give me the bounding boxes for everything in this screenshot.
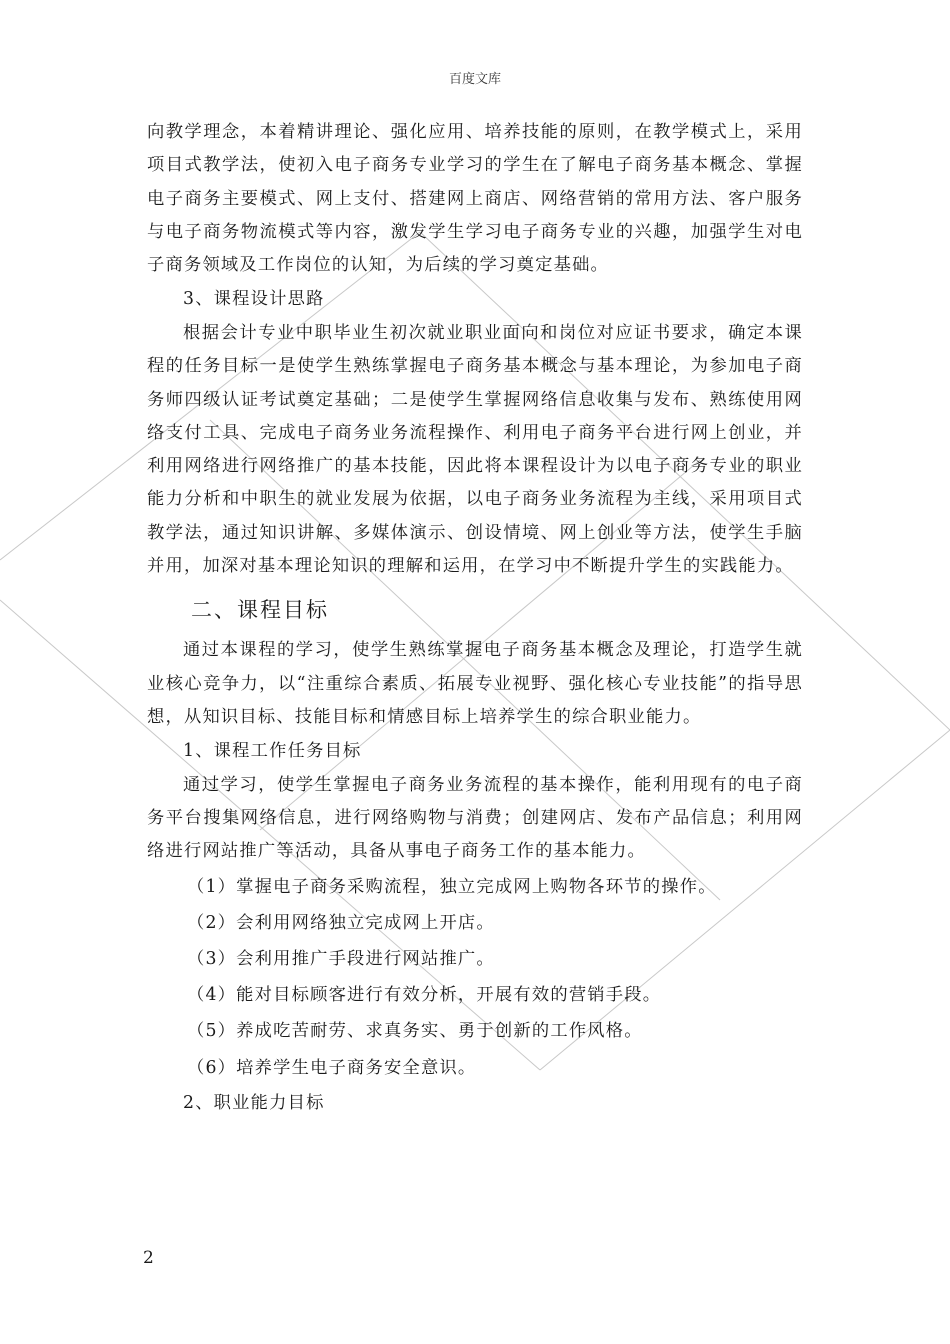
- heading-course-goal: 二、课程目标: [191, 598, 329, 623]
- heading-course-design: 3、课程设计思路: [183, 289, 325, 310]
- list-item: （4）能对目标顾客进行有效分析，开展有效的营销手段。: [187, 985, 662, 1006]
- document-body: [147, 116, 803, 1120]
- list-item: （2）会利用网络独立完成网上开店。: [187, 912, 495, 933]
- heading-ability-goal: 2、职业能力目标: [183, 1092, 325, 1113]
- list-item: （6）培养学生电子商务安全意识。: [187, 1057, 477, 1078]
- page-number: 2: [143, 1248, 154, 1268]
- paragraph-intro: 向教学理念，本着精讲理论、强化应用、培养技能的原则，在教学模式上，采用项目式教学法，使初入电子商务专业学习的学生在了解电子商务基本概念、掌握电子商务主要模式、网上支付、搭建网上商店、网络营销的常用方法、客户服务与电子商务物流模式等内容，激发学生学习电子商务专业的兴趣，加强学生对电子商务领域及工作岗位的认知，为后续的学习奠定基础。: [147, 122, 803, 276]
- heading-task-goal: 1、课程工作任务目标: [183, 741, 362, 762]
- paragraph-course-design: 根据会计专业中职毕业生初次就业职业面向和岗位对应证书要求，确定本课程的任务目标一是使学生熟练掌握电子商务基本概念与基本理论，为参加电子商务师四级认证考试奠定基础；二是使学生掌握网络信息收集与发布、熟练使用网络支付工具、完成电子商务业务流程操作、利用电子商务平台进行网上创业，并利用网络进行网络推广的基本技能，因此将本课程设计为以电子商务专业的职业能力分析和中职生的就业发展为依据，以电子商务业务流程为主线，采用项目式教学法，通过知识讲解、多媒体演示、创设情境、网上创业等方法，使学生手脑并用，加深对基本理论知识的理解和运用，在学习中不断提升学生的实践能力。: [147, 322, 803, 577]
- list-item: （3）会利用推广手段进行网站推广。: [187, 949, 495, 970]
- list-item: （1）掌握电子商务采购流程，独立完成网上购物各环节的操作。: [187, 876, 717, 897]
- paragraph-task-goal: 通过学习，使学生掌握电子商务业务流程的基本操作，能利用现有的电子商务平台搜集网络信息，进行网络购物与消费；创建网店、发布产品信息；利用网络进行网站推广等活动，具备从事电子商务工作的基本能力。: [147, 774, 803, 862]
- page-header: 百度文库: [448, 72, 501, 87]
- list-item: （5）养成吃苦耐劳、求真务实、勇于创新的工作风格。: [187, 1021, 643, 1042]
- paragraph-course-goal: 通过本课程的学习，使学生熟练掌握电子商务基本概念及理论，打造学生就业核心竞争力，以“注重综合素质、拓展专业视野、强化核心专业技能”的指导思想，从知识目标、技能目标和情感目标上培养学生的综合职业能力。: [147, 640, 803, 727]
